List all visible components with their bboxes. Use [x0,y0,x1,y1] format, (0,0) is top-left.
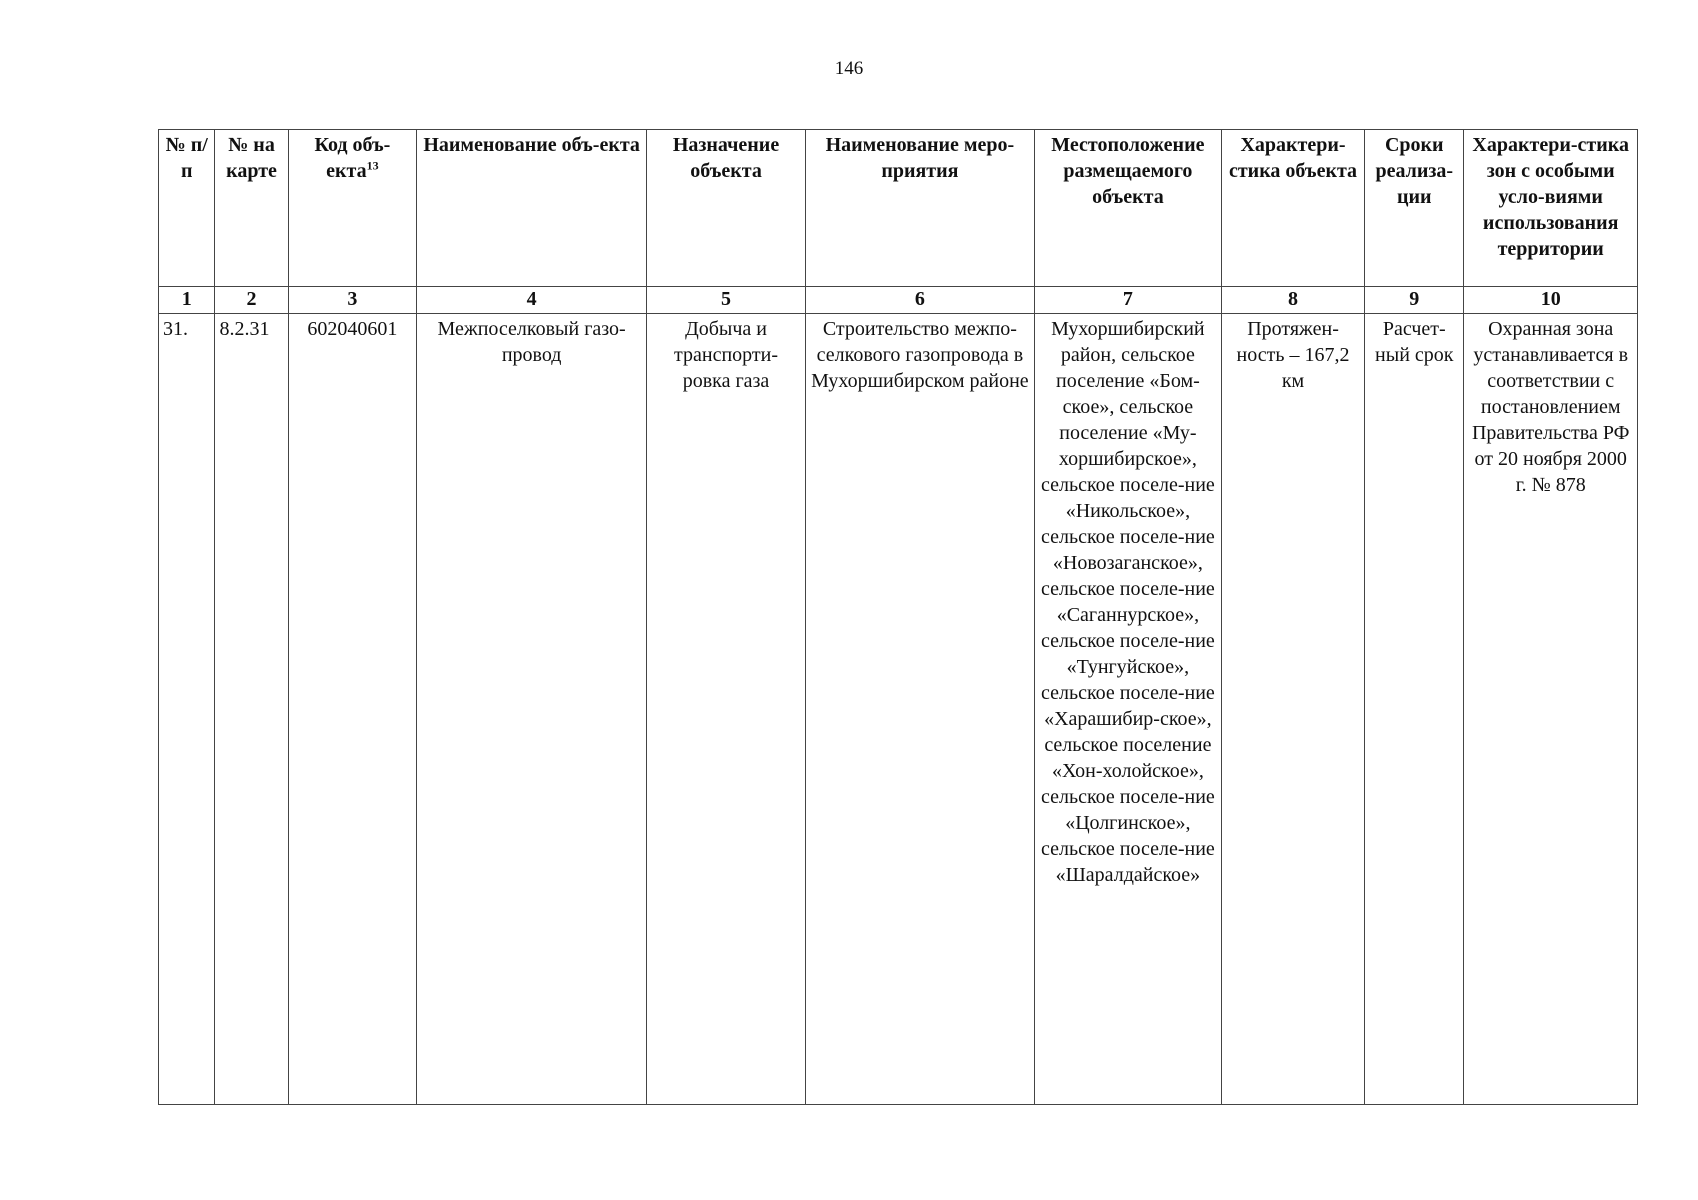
header-cell: Наименование меро-приятия [805,130,1034,287]
header-cell: № на карте [215,130,288,287]
cell-num: 31. [159,314,215,1105]
cell-name: Межпоселковый газо-провод [417,314,647,1105]
cell-characteristic: Протяжен-ность – 167,2 км [1221,314,1364,1105]
column-number-row [159,287,1638,314]
header-cell: Сроки реализа-ции [1365,130,1464,287]
column-number: 3 [288,287,417,314]
column-number: 5 [647,287,806,314]
column-number: 2 [215,287,288,314]
objects-table [158,129,1638,1105]
column-number: 4 [417,287,647,314]
cell-purpose: Добыча и транспорти-ровка газа [647,314,806,1105]
column-number: 1 [159,287,215,314]
column-number: 9 [1365,287,1464,314]
cell-code: 602040601 [288,314,417,1105]
header-cell: № п/п [159,130,215,287]
cell-map-num: 8.2.31 [215,314,288,1105]
column-number: 6 [805,287,1034,314]
header-cell-text: Код объ-екта [314,134,391,182]
header-cell: Местоположение размещаемого объекта [1034,130,1221,287]
header-cell [288,130,417,287]
footnote-mark: 13 [366,158,379,173]
header-cell: Наименование объ-екта [417,130,647,287]
column-number: 7 [1034,287,1221,314]
cell-term: Расчет-ный срок [1365,314,1464,1105]
column-number: 8 [1221,287,1364,314]
page-number: 146 [834,58,864,79]
header-cell: Характери-стика объекта [1221,130,1364,287]
cell-activity: Строительство межпо-селкового газопровода в Мухоршибирском районе [805,314,1034,1105]
header-cell: Характери-стика зон с особыми усло-виями использования территории [1464,130,1638,287]
column-number: 10 [1464,287,1638,314]
table-row [159,314,1638,1105]
header-cell: Назначение объекта [647,130,806,287]
cell-location: Мухоршибирский район, сельское поселение «Бом-ское», сельское поселение «Му-хоршибирское», сельское поселе-ние «Никольское», сельское поселе-ние «Новозаганское», сельское поселе-ние «Саганнурское», сельское поселе-ние «Тунгуйское», сельское поселе-ние «Харашибир-ское», сельское поселение «Хон-холойское», сельское поселе-ние «Цолгинское», сельское поселе-ние «Шаралдайское» [1034,314,1221,1105]
cell-zones: Охранная зона устанавливается в соответствии с постановлением Правительства РФ от 20 ноября 2000 г. № 878 [1464,314,1638,1105]
header-row [159,130,1638,287]
